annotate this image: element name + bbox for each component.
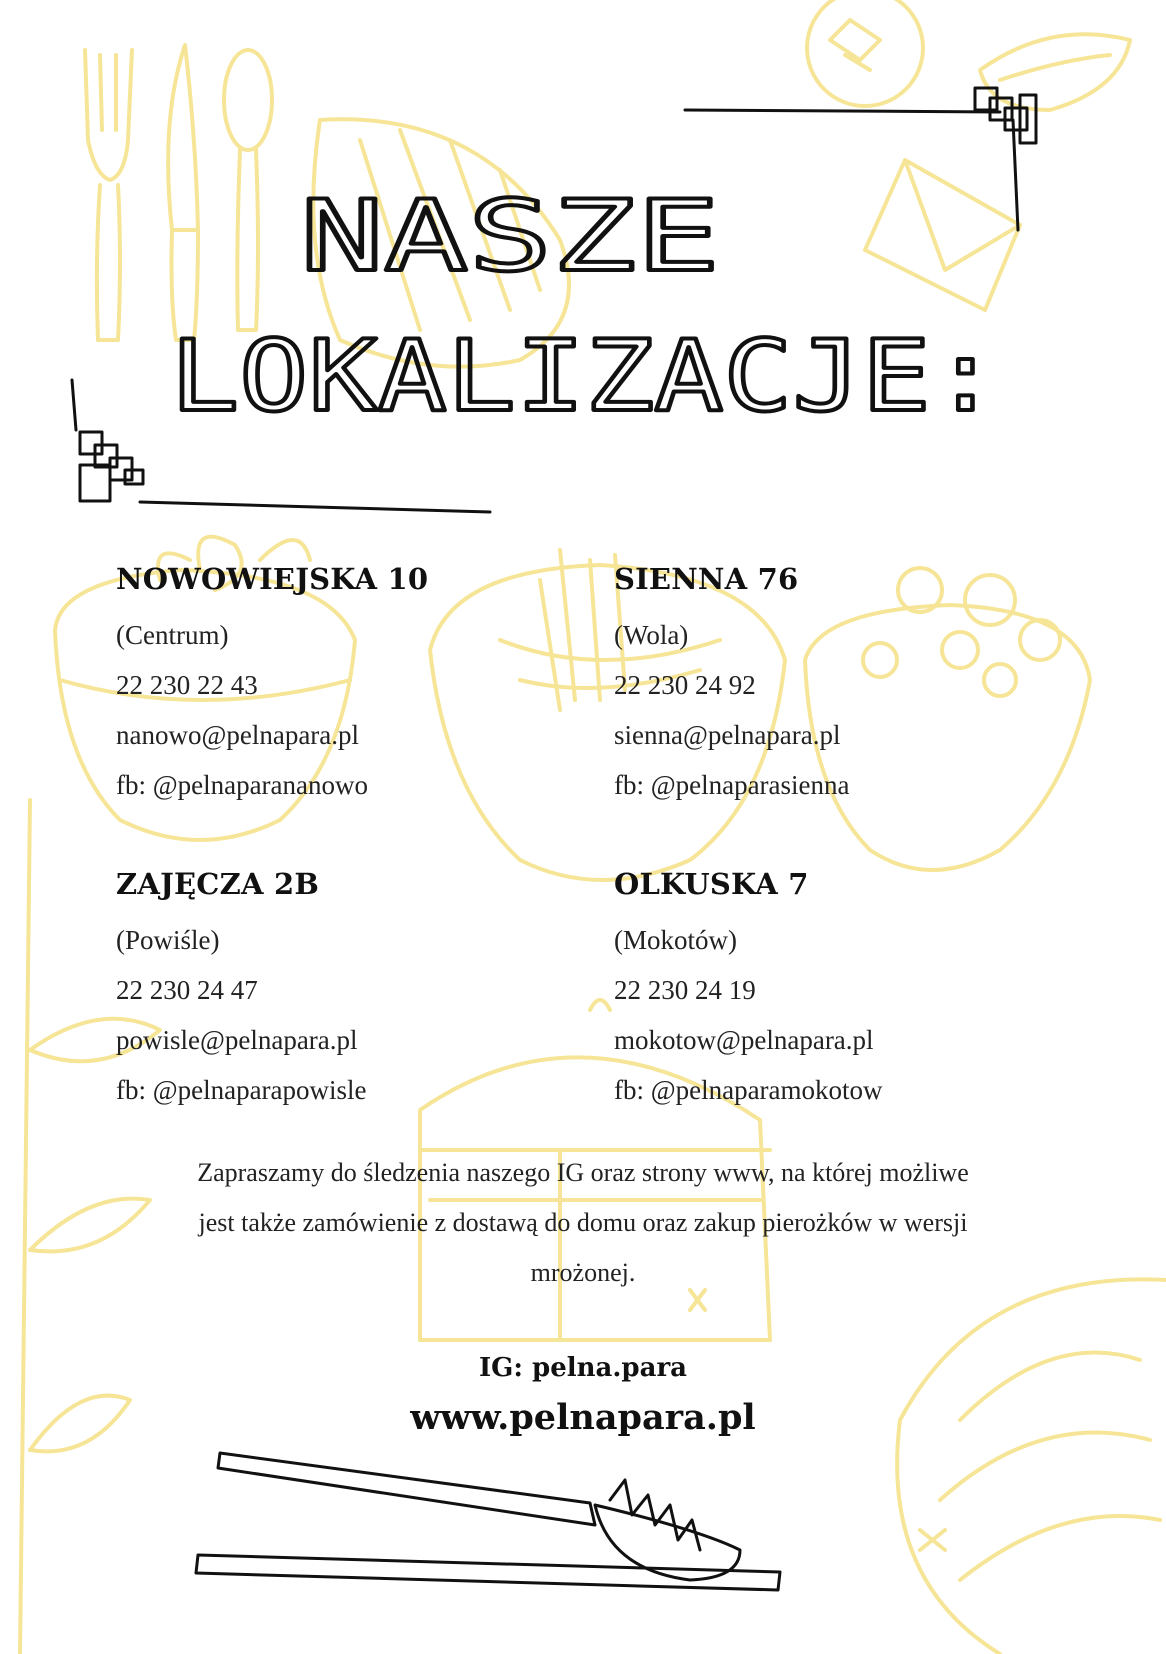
location-facebook: fb: @pelnaparapowisle <box>116 1075 367 1105</box>
location-olkuska <box>614 867 1034 1115</box>
location-district: (Mokotów) <box>614 925 737 955</box>
location-email: nanowo@pelnapara.pl <box>116 720 360 750</box>
location-district: (Powiśle) <box>116 925 220 955</box>
chopsticks-dumpling <box>196 1453 780 1590</box>
instagram-handle: IG: pelna.para <box>479 1353 687 1383</box>
location-phone: 22 230 22 43 <box>116 670 258 700</box>
location-email: mokotow@pelnapara.pl <box>614 1025 874 1055</box>
location-name: SIENNA 76 <box>614 562 799 596</box>
page-title <box>0 0 1166 480</box>
location-district: (Centrum) <box>116 620 229 650</box>
location-nowowiejska <box>116 562 536 810</box>
location-facebook: fb: @pelnaparamokotow <box>614 1075 883 1105</box>
location-zajecza <box>116 867 536 1115</box>
title-line-2: LOKALIZACJE: <box>170 320 1001 434</box>
location-facebook: fb: @pelnaparananowo <box>116 770 369 800</box>
location-phone: 22 230 24 19 <box>614 975 756 1005</box>
location-email: sienna@pelnapara.pl <box>614 720 841 750</box>
location-sienna <box>614 562 1034 810</box>
website-link[interactable]: www.pelnapara.pl <box>410 1397 756 1438</box>
info-paragraph <box>100 1148 1066 1298</box>
location-phone: 22 230 24 47 <box>116 975 258 1005</box>
location-name: NOWOWIEJSKA 10 <box>116 562 429 596</box>
location-district: (Wola) <box>614 620 689 650</box>
location-name: ZAJĘCZA 2B <box>116 867 320 901</box>
info-line: jest także zamówienie z dostawą do domu oraz zakup pierożków w wersji <box>198 1208 968 1237</box>
info-line: mrożonej. <box>530 1258 636 1287</box>
title-line-1: NASZE <box>300 180 720 294</box>
location-name: OLKUSKA 7 <box>614 867 809 901</box>
location-phone: 22 230 24 92 <box>614 670 756 700</box>
info-line: Zapraszamy do śledzenia naszego IG oraz strony www, na której możliwe <box>197 1158 969 1187</box>
location-facebook: fb: @pelnaparasienna <box>614 770 850 800</box>
location-email: powisle@pelnapara.pl <box>116 1025 358 1055</box>
